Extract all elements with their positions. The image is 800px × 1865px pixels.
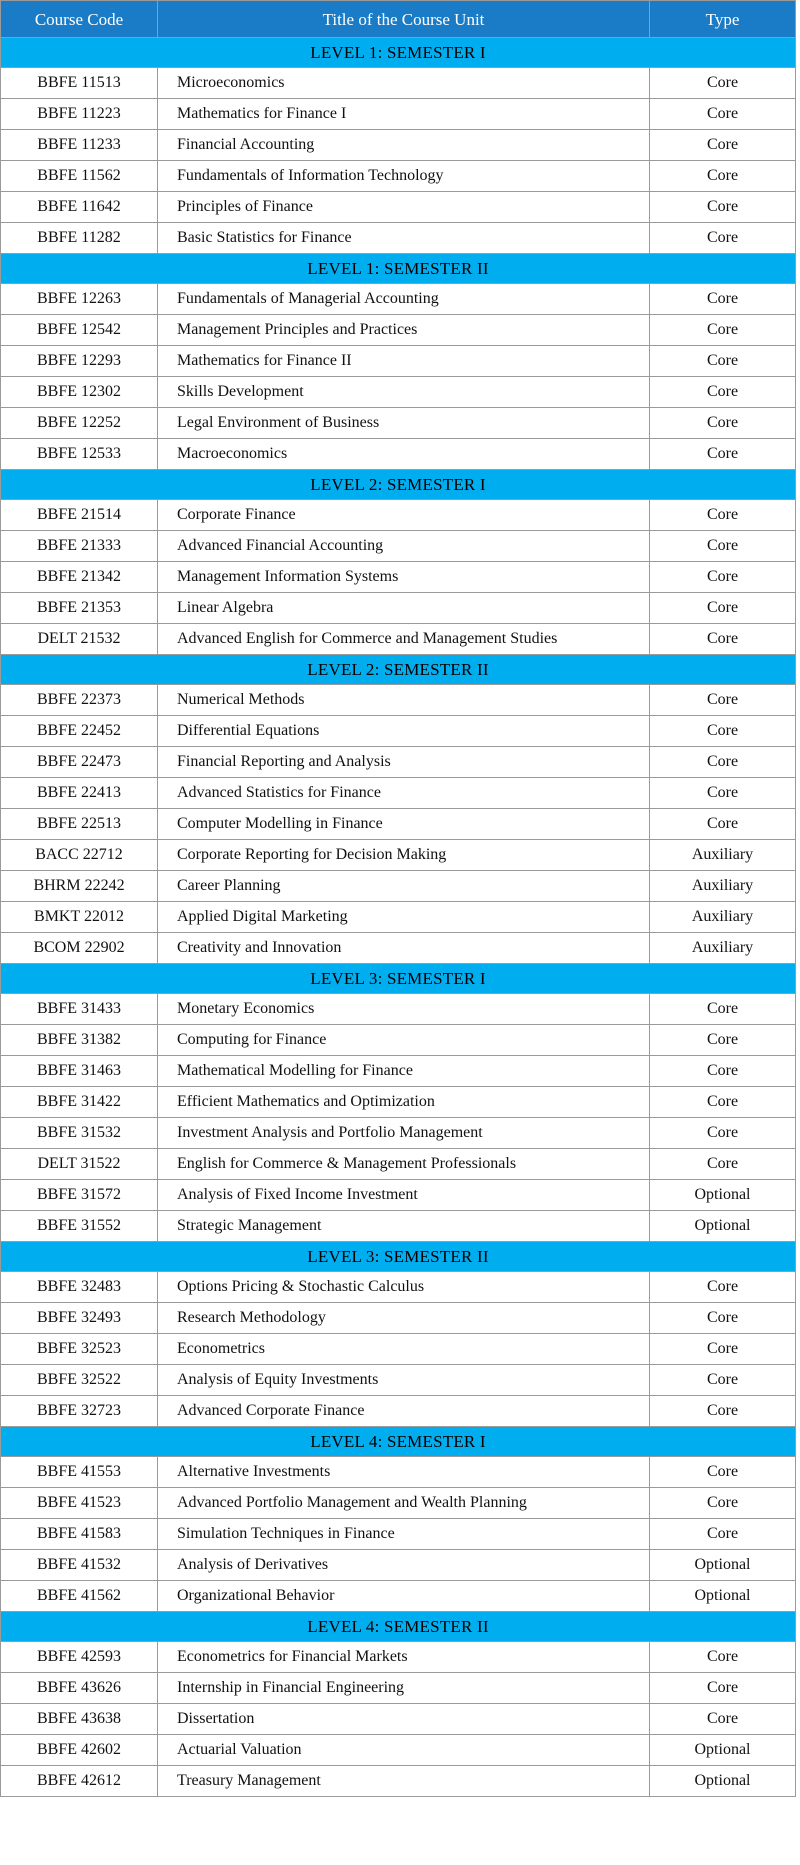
table-row [1,1180,796,1211]
course-title-cell: Mathematical Modelling for Finance [158,1056,650,1087]
table-row [1,408,796,439]
table-row [1,1303,796,1334]
course-code-cell: BBFE 42593 [1,1642,158,1673]
table-row [1,933,796,964]
table-row [1,377,796,408]
course-code-cell: BBFE 12252 [1,408,158,439]
section-label: LEVEL 2: SEMESTER II [1,655,796,685]
course-type-cell: Core [650,1673,796,1704]
course-title-cell: Legal Environment of Business [158,408,650,439]
course-type-cell: Core [650,408,796,439]
course-title-cell: Investment Analysis and Portfolio Management [158,1118,650,1149]
course-code-cell: BBFE 42612 [1,1766,158,1797]
course-title-cell: Computing for Finance [158,1025,650,1056]
course-type-cell: Core [650,1272,796,1303]
course-title-cell: Differential Equations [158,716,650,747]
course-code-cell: BBFE 41532 [1,1550,158,1581]
course-title-cell: Management Principles and Practices [158,315,650,346]
course-type-cell: Optional [650,1211,796,1242]
course-title-cell: Financial Reporting and Analysis [158,747,650,778]
course-title-cell: Corporate Reporting for Decision Making [158,840,650,871]
section-header-row [1,470,796,500]
course-title-cell: Treasury Management [158,1766,650,1797]
section-label: LEVEL 2: SEMESTER I [1,470,796,500]
table-row [1,192,796,223]
course-code-cell: BBFE 31382 [1,1025,158,1056]
course-type-cell: Core [650,161,796,192]
course-code-cell: BBFE 31422 [1,1087,158,1118]
table-row [1,624,796,655]
course-title-cell: English for Commerce & Management Professionals [158,1149,650,1180]
table-row [1,1519,796,1550]
course-title-cell: Applied Digital Marketing [158,902,650,933]
course-code-cell: BBFE 11642 [1,192,158,223]
course-code-cell: BBFE 22452 [1,716,158,747]
table-row [1,1550,796,1581]
table-row [1,1642,796,1673]
header-type: Type [650,1,796,38]
course-title-cell: Organizational Behavior [158,1581,650,1612]
course-title-cell: Principles of Finance [158,192,650,223]
course-type-cell: Core [650,1303,796,1334]
section-label: LEVEL 1: SEMESTER II [1,254,796,284]
course-type-cell: Auxiliary [650,933,796,964]
course-code-cell: BBFE 21514 [1,500,158,531]
table-row [1,1211,796,1242]
course-type-cell: Optional [650,1581,796,1612]
course-type-cell: Core [650,223,796,254]
course-title-cell: Simulation Techniques in Finance [158,1519,650,1550]
table-row [1,1396,796,1427]
table-row [1,1673,796,1704]
course-type-cell: Core [650,1334,796,1365]
table-row [1,1334,796,1365]
course-code-cell: BBFE 41583 [1,1519,158,1550]
course-code-cell: BBFE 41523 [1,1488,158,1519]
section-header-row [1,964,796,994]
course-type-cell: Core [650,1087,796,1118]
table-row [1,1025,796,1056]
course-type-cell: Core [650,130,796,161]
course-title-cell: Mathematics for Finance II [158,346,650,377]
table-row [1,1457,796,1488]
course-title-cell: Advanced English for Commerce and Management Studies [158,624,650,655]
table-row [1,1488,796,1519]
course-title-cell: Analysis of Derivatives [158,1550,650,1581]
course-title-cell: Management Information Systems [158,562,650,593]
course-type-cell: Core [650,68,796,99]
table-row [1,685,796,716]
section-label: LEVEL 4: SEMESTER I [1,1427,796,1457]
course-code-cell: BBFE 11233 [1,130,158,161]
course-code-cell: BBFE 22413 [1,778,158,809]
course-code-cell: BBFE 11513 [1,68,158,99]
table-row [1,1118,796,1149]
course-code-cell: BBFE 32483 [1,1272,158,1303]
table-row [1,531,796,562]
course-type-cell: Core [650,1704,796,1735]
course-code-cell: BBFE 43638 [1,1704,158,1735]
course-code-cell: BBFE 22473 [1,747,158,778]
course-code-cell: BBFE 41553 [1,1457,158,1488]
course-title-cell: Macroeconomics [158,439,650,470]
course-title-cell: Advanced Portfolio Management and Wealth Planning [158,1488,650,1519]
course-type-cell: Core [650,994,796,1025]
course-title-cell: Basic Statistics for Finance [158,223,650,254]
table-row [1,747,796,778]
course-code-cell: DELT 21532 [1,624,158,655]
table-row [1,593,796,624]
table-row [1,1766,796,1797]
table-row [1,1056,796,1087]
table-row [1,778,796,809]
course-title-cell: Microeconomics [158,68,650,99]
course-code-cell: BBFE 12302 [1,377,158,408]
course-title-cell: Strategic Management [158,1211,650,1242]
course-code-cell: BBFE 11282 [1,223,158,254]
course-type-cell: Core [650,624,796,655]
course-code-cell: BBFE 21342 [1,562,158,593]
course-title-cell: Linear Algebra [158,593,650,624]
table-row [1,1087,796,1118]
course-code-cell: BBFE 21333 [1,531,158,562]
course-code-cell: BBFE 22513 [1,809,158,840]
table-row [1,1272,796,1303]
section-header-row [1,1427,796,1457]
course-code-cell: BBFE 11223 [1,99,158,130]
course-code-cell: BBFE 42602 [1,1735,158,1766]
table-row [1,871,796,902]
course-title-cell: Internship in Financial Engineering [158,1673,650,1704]
header-course-code: Course Code [1,1,158,38]
course-code-cell: BBFE 11562 [1,161,158,192]
section-header-row [1,655,796,685]
course-code-cell: BBFE 32723 [1,1396,158,1427]
section-label: LEVEL 4: SEMESTER II [1,1612,796,1642]
course-code-cell: BBFE 32493 [1,1303,158,1334]
course-title-cell: Monetary Economics [158,994,650,1025]
section-header-row [1,254,796,284]
course-type-cell: Core [650,315,796,346]
course-title-cell: Efficient Mathematics and Optimization [158,1087,650,1118]
course-type-cell: Optional [650,1550,796,1581]
course-code-cell: BBFE 32522 [1,1365,158,1396]
course-title-cell: Econometrics for Financial Markets [158,1642,650,1673]
table-row [1,1735,796,1766]
course-code-cell: BBFE 12533 [1,439,158,470]
table-row [1,716,796,747]
course-title-cell: Analysis of Equity Investments [158,1365,650,1396]
course-type-cell: Core [650,531,796,562]
table-row [1,1581,796,1612]
table-row [1,315,796,346]
course-title-cell: Dissertation [158,1704,650,1735]
course-type-cell: Core [650,192,796,223]
table-row [1,130,796,161]
course-type-cell: Core [650,593,796,624]
course-type-cell: Core [650,1519,796,1550]
section-label: LEVEL 1: SEMESTER I [1,38,796,68]
course-type-cell: Core [650,1365,796,1396]
section-header-row [1,1612,796,1642]
course-type-cell: Core [650,778,796,809]
course-type-cell: Core [650,716,796,747]
course-title-cell: Advanced Corporate Finance [158,1396,650,1427]
table-row [1,223,796,254]
course-type-cell: Core [650,99,796,130]
table-row [1,562,796,593]
course-title-cell: Actuarial Valuation [158,1735,650,1766]
course-code-cell: BBFE 21353 [1,593,158,624]
course-title-cell: Advanced Financial Accounting [158,531,650,562]
course-title-cell: Fundamentals of Information Technology [158,161,650,192]
section-header-row [1,38,796,68]
course-code-cell: BBFE 32523 [1,1334,158,1365]
table-row [1,840,796,871]
course-type-cell: Optional [650,1735,796,1766]
course-title-cell: Econometrics [158,1334,650,1365]
table-row [1,346,796,377]
course-type-cell: Core [650,377,796,408]
course-title-cell: Financial Accounting [158,130,650,161]
course-code-cell: BBFE 31552 [1,1211,158,1242]
course-code-cell: BMKT 22012 [1,902,158,933]
course-type-cell: Core [650,1056,796,1087]
table-row [1,161,796,192]
header-course-title: Title of the Course Unit [158,1,650,38]
course-title-cell: Analysis of Fixed Income Investment [158,1180,650,1211]
table-row [1,1704,796,1735]
course-title-cell: Numerical Methods [158,685,650,716]
course-title-cell: Options Pricing & Stochastic Calculus [158,1272,650,1303]
course-code-cell: BBFE 43626 [1,1673,158,1704]
table-body [1,38,796,1797]
course-title-cell: Mathematics for Finance I [158,99,650,130]
course-title-cell: Alternative Investments [158,1457,650,1488]
course-type-cell: Core [650,685,796,716]
course-type-cell: Core [650,1396,796,1427]
course-type-cell: Optional [650,1180,796,1211]
course-title-cell: Fundamentals of Managerial Accounting [158,284,650,315]
table-row [1,68,796,99]
course-code-cell: BBFE 31532 [1,1118,158,1149]
course-title-cell: Research Methodology [158,1303,650,1334]
course-type-cell: Auxiliary [650,840,796,871]
table-header-row [1,1,796,38]
course-type-cell: Core [650,500,796,531]
course-code-cell: BACC 22712 [1,840,158,871]
table-row [1,500,796,531]
course-type-cell: Core [650,439,796,470]
course-type-cell: Core [650,1025,796,1056]
section-label: LEVEL 3: SEMESTER II [1,1242,796,1272]
course-code-cell: BBFE 41562 [1,1581,158,1612]
course-code-cell: DELT 31522 [1,1149,158,1180]
course-code-cell: BBFE 22373 [1,685,158,716]
course-code-cell: BBFE 12293 [1,346,158,377]
table-row [1,902,796,933]
course-code-cell: BCOM 22902 [1,933,158,964]
course-type-cell: Core [650,1149,796,1180]
table-row [1,284,796,315]
course-type-cell: Core [650,1642,796,1673]
table-row [1,1365,796,1396]
course-title-cell: Skills Development [158,377,650,408]
table-row [1,1149,796,1180]
course-type-cell: Core [650,346,796,377]
course-code-cell: BBFE 12542 [1,315,158,346]
course-title-cell: Corporate Finance [158,500,650,531]
course-type-cell: Core [650,1488,796,1519]
course-title-cell: Advanced Statistics for Finance [158,778,650,809]
course-type-cell: Core [650,562,796,593]
table-row [1,439,796,470]
section-label: LEVEL 3: SEMESTER I [1,964,796,994]
course-code-cell: BBFE 12263 [1,284,158,315]
table-row [1,809,796,840]
course-type-cell: Auxiliary [650,871,796,902]
course-code-cell: BBFE 31433 [1,994,158,1025]
course-type-cell: Core [650,1118,796,1149]
course-type-cell: Core [650,1457,796,1488]
course-type-cell: Optional [650,1766,796,1797]
course-type-cell: Core [650,809,796,840]
course-type-cell: Auxiliary [650,902,796,933]
course-code-cell: BHRM 22242 [1,871,158,902]
table-row [1,994,796,1025]
course-title-cell: Creativity and Innovation [158,933,650,964]
course-code-cell: BBFE 31463 [1,1056,158,1087]
course-type-cell: Core [650,284,796,315]
course-title-cell: Career Planning [158,871,650,902]
course-code-cell: BBFE 31572 [1,1180,158,1211]
section-header-row [1,1242,796,1272]
course-type-cell: Core [650,747,796,778]
course-title-cell: Computer Modelling in Finance [158,809,650,840]
table-row [1,99,796,130]
